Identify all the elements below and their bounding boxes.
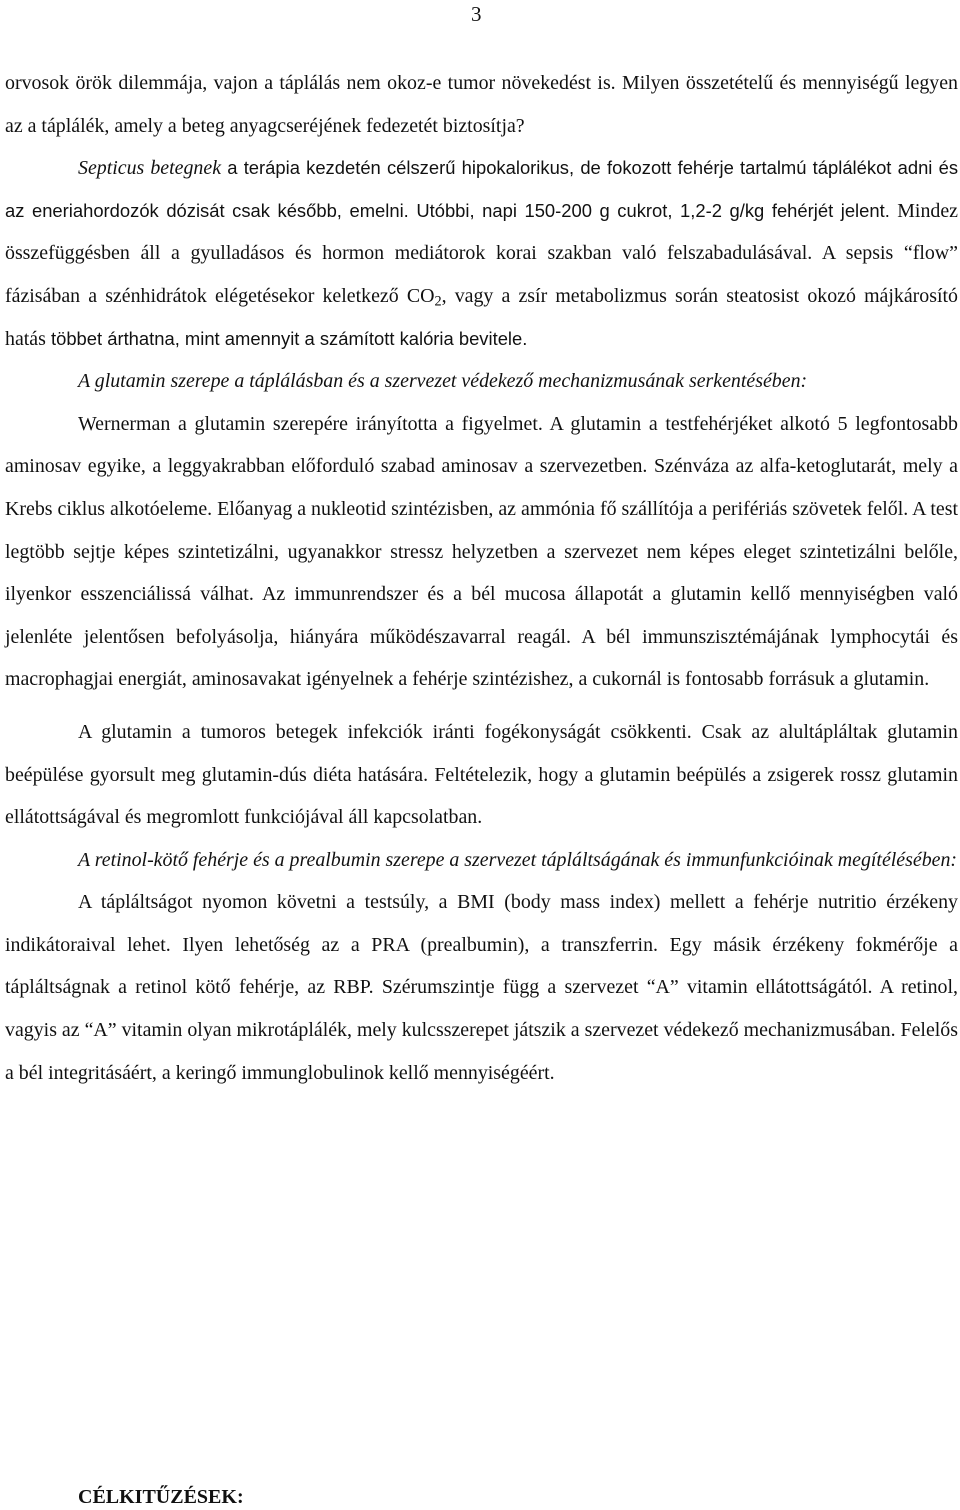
section-heading-objectives: CÉLKITŰZÉSEK:	[78, 1486, 244, 1508]
septic-sans-end: többet árthatna, mint amennyit a számított kalória bevitele.	[45, 327, 528, 349]
septic-sans-text: a terápia kezdetén célszerű hipokalorikus, de fokozott fehérje tartalmú táplálékot adni és az eneriahordozók dózisát csak később, emelni. Utóbbi, napi 150-200 g cukrot, 1,2-2 g/kg fehérjét jelent.	[5, 157, 959, 221]
paragraph-nutrition-monitoring: A tápláltságot nyomon követni a testsúly, a BMI (body mass index) mellett a fehérje nutritio érzékeny indikátoraival lehet. Ilyen lehetőség az a PRA (prealbumin), a transzferrin. Egy másik érzékeny fokmérője a tápláltságnak a retinol kötő fehérje, az RBP. Szérumszintje függ a szervezet “A” vitamin ellátottságától. A retinol, vagyis az “A” vitamin olyan mikrotáplálék, mely kulcsszerepet játszik a szervezet védekező mechanizmusában. Felelős a bél integritásáért, a keringő immunglobulinok kellő mennyiségéért.	[5, 891, 958, 1084]
page-number: 3	[471, 2, 482, 26]
septic-serif-text: Mindez összefüggésben áll a gyulladásos és hormon mediátorok korai szakban való felszabadulásával. A sepsis “flow” fázisában a szénhidrátok elégetésekor keletkező CO	[5, 199, 959, 307]
septic-term: Septicus betegnek	[78, 157, 222, 180]
document-body	[5, 62, 958, 1094]
co2-subscript: 2	[434, 293, 442, 310]
septic-tail-text: , vagy a zsír metabolizmus során steatosist okozó májkárosító hatás	[5, 284, 958, 350]
heading-retinol-prealbumin: A retinol-kötő fehérje és a prealbumin szerepe a szervezet tápláltságának és immunfunkcióinak megítélésében:	[78, 848, 958, 871]
paragraph-glutamine-tumor: A glutamin a tumoros betegek infekciók iránti fogékonyságát csökkenti. Csak az alultápláltak glutamin beépülése gyorsult meg glutamin-dús diéta hatására. Feltételezik, hogy a glutamin beépülés a zsigerek rossz glutamin ellátottságával és megromlott funkciójával áll kapcsolatban.	[5, 720, 958, 829]
paragraph-wernerman: Wernerman a glutamin szerepére irányította a figyelmet. A glutamin a testfehérjéket alkotó 5 legfontosabb aminosav egyike, a leggyakrabban előforduló szabad aminosav a szervezetben. Szénváza az alfa-ketoglutarát, mely a Krebs ciklus alkotóeleme. Előanyag a nukleotid szintézisben, az ammónia fő szállítója a perifériás szövetek felől. A test legtöbb sejtje képes szintetizálni, ugyanakkor stressz helyzetben a szervezet nem képes eleget szintetizálni belőle, ilyenkor esszenciálissá válhat. Az immunrendszer és a bél mucosa állapotát a glutamin kellő mennyiségben való jelenléte jelentősen befolyásolja, hiányára működészavarral reagál. A bél immunszisztémájának lymphocytái és macrophagjai energiát, aminosavakat igényelnek a fehérje szintézishez, a cukornál is fontosabb forrásuk a glutamin.	[5, 412, 958, 691]
heading-glutamine-role: A glutamin szerepe a táplálásban és a szervezet védekező mechanizmusának serkentésében:	[78, 370, 808, 393]
paragraph-septic-patients	[5, 147, 958, 360]
paragraph-tumor-dilemma: orvosok örök dilemmája, vajon a táplálás nem okoz-e tumor növekedést is. Milyen összetételű és mennyiségű legyen az a táplálék, amely a beteg anyagcseréjének fedezetét biztosítja?	[5, 72, 958, 137]
